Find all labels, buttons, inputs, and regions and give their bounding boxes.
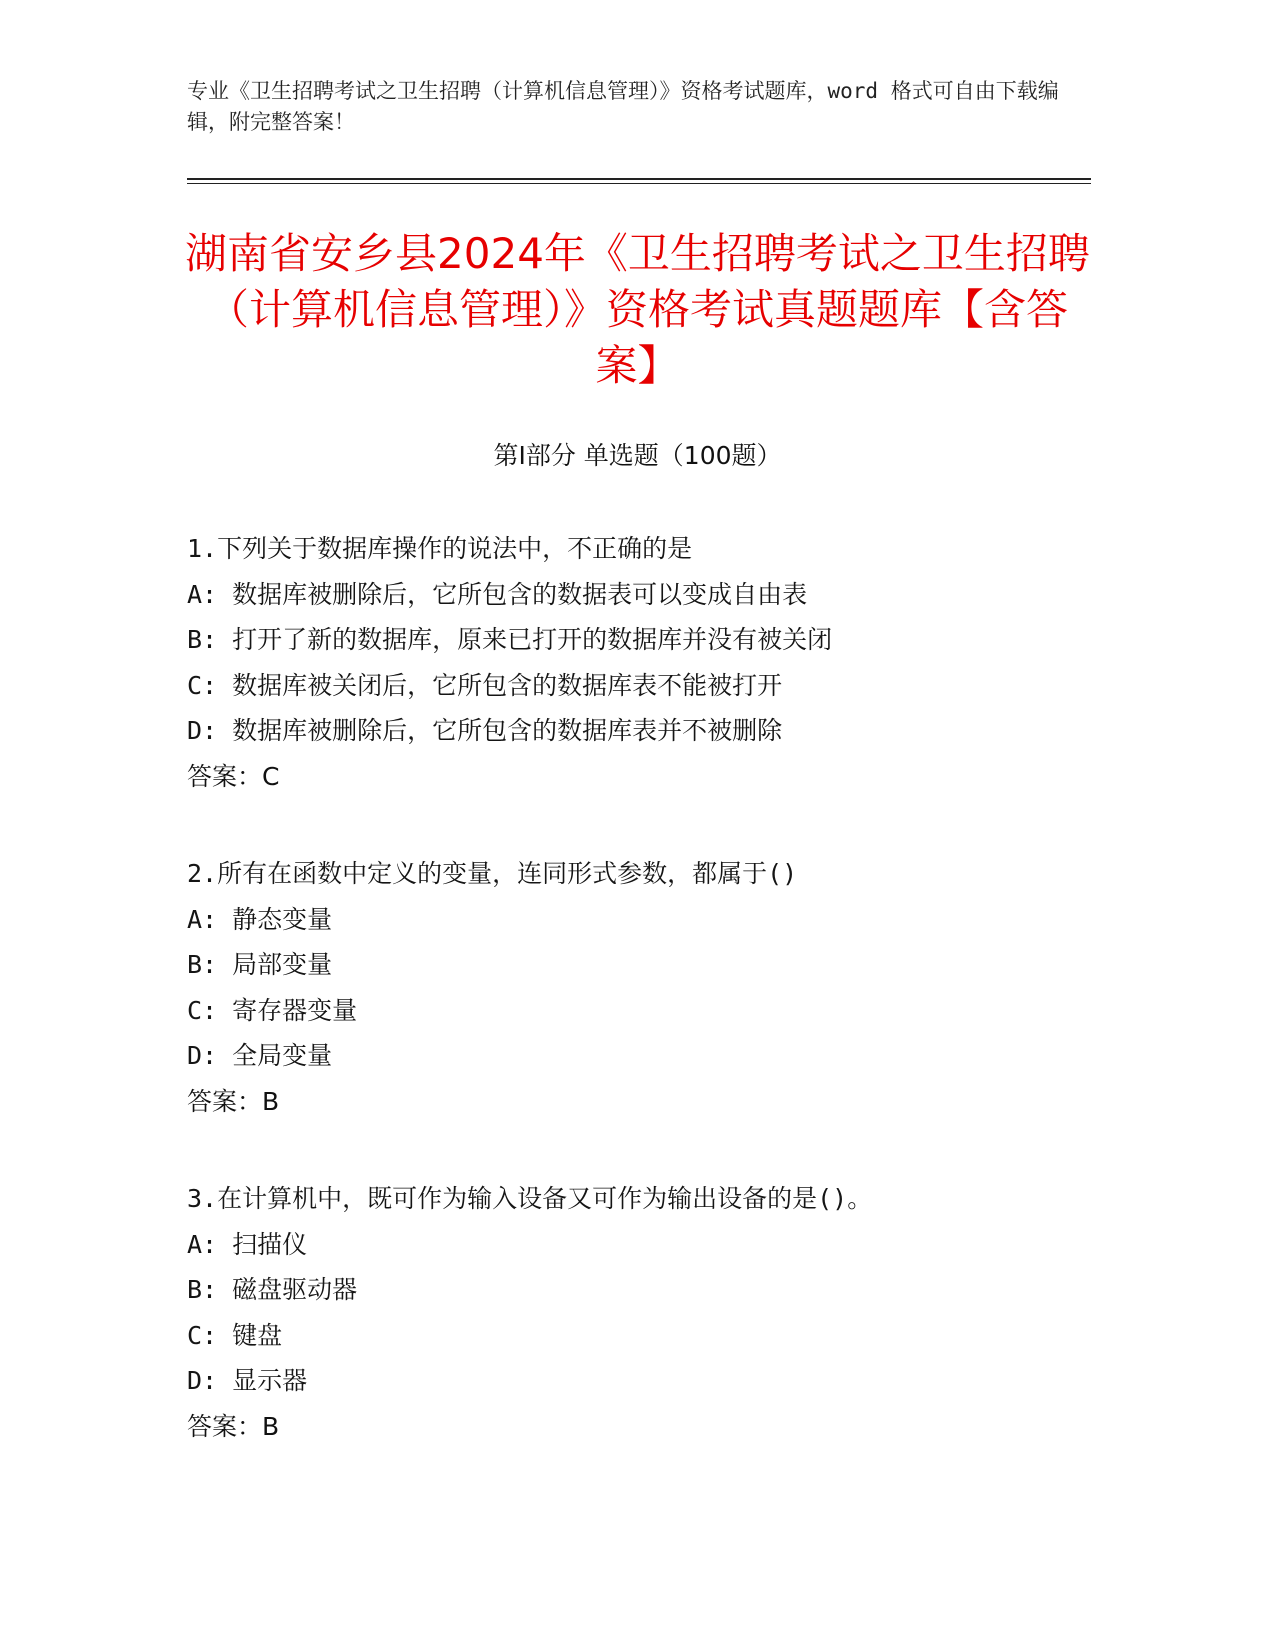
option-b: B: 磁盘驱动器	[187, 1275, 358, 1304]
question-text: 2.所有在函数中定义的变量，连同形式参数，都属于()	[187, 859, 798, 888]
option-b: B: 打开了新的数据库，原来已打开的数据库并没有被关闭	[187, 625, 833, 654]
option-c: C: 键盘	[187, 1320, 283, 1350]
option-c: C: 寄存器变量	[187, 995, 358, 1025]
option-d: D: 显示器	[187, 1366, 308, 1395]
option-c: C: 数据库被关闭后，它所包含的数据库表不能被打开	[187, 670, 783, 700]
answer-text: 答案：B	[187, 1411, 280, 1441]
question-list	[187, 526, 1087, 1501]
question-text: 3.在计算机中，既可作为输入设备又可作为输出设备的是()。	[187, 1184, 873, 1213]
document-title: 湖南省安乡县2024年《卫生招聘考试之卫生招聘（计算机信息管理）》资格考试真题题库【含答案】	[185, 229, 1090, 390]
option-b: B: 局部变量	[187, 950, 333, 979]
header-divider-thin	[187, 183, 1091, 184]
header-note: 专业《卫生招聘考试之卫生招聘（计算机信息管理）》资格考试题库，word 格式可自由下载编辑，附完整答案！	[187, 79, 1059, 134]
question-item	[187, 851, 1087, 1124]
option-d: D: 数据库被删除后，它所包含的数据库表并不被删除	[187, 716, 783, 745]
option-d: D: 全局变量	[187, 1041, 333, 1070]
option-a: A: 扫描仪	[187, 1229, 308, 1259]
header-divider-thick	[187, 178, 1091, 180]
option-a: A: 数据库被删除后，它所包含的数据表可以变成自由表	[187, 579, 808, 609]
question-text: 1.下列关于数据库操作的说法中，不正确的是	[187, 534, 693, 563]
question-item	[187, 526, 1087, 799]
question-item	[187, 1176, 1087, 1449]
option-a: A: 静态变量	[187, 904, 333, 934]
answer-text: 答案：C	[187, 761, 280, 791]
section-heading: 第Ⅰ部分 单选题（100题）	[493, 441, 782, 470]
answer-text: 答案：B	[187, 1086, 280, 1116]
